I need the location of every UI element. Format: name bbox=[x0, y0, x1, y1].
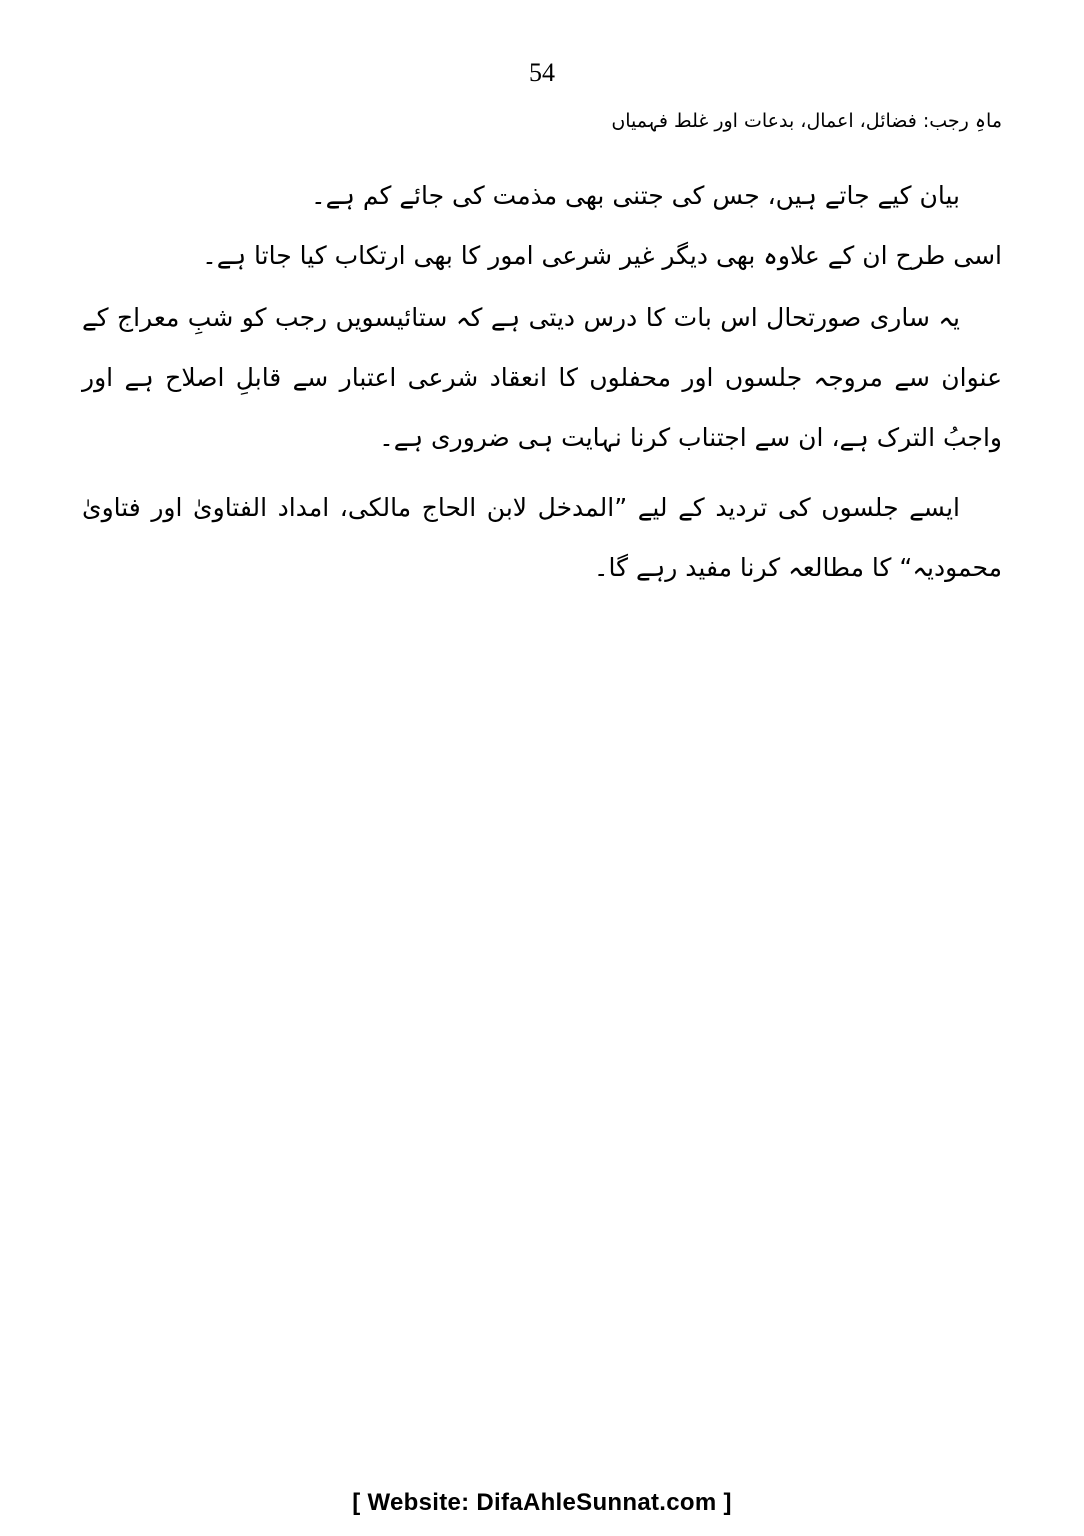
page-number: 54 bbox=[529, 58, 555, 87]
paragraph-4: ایسے جلسوں کی تردید کے لیے ”المدخل لابن الحاج مالکی، امداد الفتاویٰ اور فتاویٰ محمودیہ“ کا مطالعہ کرنا مفید رہے گا۔ bbox=[82, 493, 1002, 582]
running-header: ماہِ رجب: فضائل، اعمال، بدعات اور غلط فہمیاں bbox=[611, 110, 1002, 132]
text-line-1: بیان کیے جاتے ہیں، جس کی جتنی بھی مذمت کی جائے کم ہے۔ bbox=[310, 181, 960, 210]
text-line-2: اسی طرح ان کے علاوہ بھی دیگر غیر شرعی امور کا بھی ارتکاب کیا جاتا ہے۔ bbox=[202, 241, 1002, 270]
website-footer: [ Website: DifaAhleSunnat.com ] bbox=[352, 1489, 732, 1516]
paragraph-3: یہ ساری صورتحال اس بات کا درس دیتی ہے کہ ستائیسویں رجب کو شبِ معراج کے عنوان سے مروجہ جلسوں اور محفلوں کا انعقاد شرعی اعتبار سے قابلِ اصلاح ہے اور واجبُ الترک ہے، ان سے اجتناب کرنا نہایت ہی ضروری ہے۔ bbox=[82, 303, 1002, 452]
